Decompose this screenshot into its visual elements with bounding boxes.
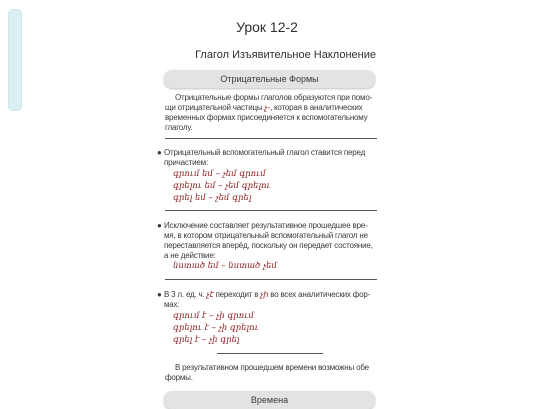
- scrollbar-strip[interactable]: [8, 9, 22, 111]
- section-tenses[interactable]: Времена: [164, 391, 375, 409]
- bullet-text: Отрицательный вспомогательный глагол ставится перед причастием:: [164, 148, 366, 167]
- intro-text-1: Отрицательные формы глаголов образуются при помо-щи отрицательной частицы: [165, 93, 373, 112]
- example-line: գրում եմ – չեմ գրում: [173, 169, 266, 179]
- negative-particle: չ-: [264, 103, 270, 112]
- short-divider: [217, 353, 323, 354]
- example-line: նստած եմ – նստած չեմ: [173, 261, 277, 271]
- bullet-auxiliary-before-participle: [157, 148, 377, 168]
- bullet3-text-3: во всех аналитических фор-мах:: [164, 290, 371, 309]
- examples-list-1: [173, 168, 373, 204]
- divider: [165, 279, 377, 280]
- bullet-third-person: [157, 290, 377, 310]
- examples-list-2: [173, 260, 373, 272]
- example-line: գրելու է – չի գրելու: [173, 323, 259, 333]
- bullet-dot-icon: ●: [157, 221, 162, 230]
- divider: [165, 210, 377, 211]
- lesson-subtitle: Глагол Изъявительное Наклонение: [195, 49, 376, 61]
- bullet-dot-icon: ●: [157, 148, 162, 157]
- bullet-text: Исключение составляет результативное прошедшее вре-мя, в котором отрицательный вспомогательный глагол не переставляется вперёд, поскольку он передает состояние, а не действие:: [164, 221, 373, 260]
- example-line: գրել եմ – չեմ գրել: [173, 193, 252, 203]
- note-text: В результативном прошедшем времени возможны обе формы.: [165, 363, 369, 382]
- example-line: գրել է – չի գրել: [173, 335, 240, 345]
- note-paragraph: [165, 363, 377, 383]
- bullet3-text-1: В 3 л. ед. ч.: [164, 290, 207, 299]
- intro-paragraph: [165, 93, 377, 133]
- intro-text-2: , которая в аналитических временных формах присоединяется к вспомогательному глаголу.: [165, 103, 368, 132]
- form-chi: չի: [260, 290, 269, 299]
- bullet3-text-2: переходит в: [213, 290, 261, 299]
- example-line: գրում է – չի գրում: [173, 311, 254, 321]
- lesson-title: Урок 12-2: [236, 19, 298, 35]
- section-negative-forms[interactable]: Отрицательные Формы: [164, 70, 375, 88]
- divider: [165, 138, 377, 139]
- bullet-dot-icon: ●: [157, 290, 162, 299]
- bullet-text: [157, 290, 377, 310]
- form-che: չէ: [206, 290, 214, 299]
- example-line: գրելու եմ – չեմ գրելու: [173, 181, 271, 191]
- examples-list-3: [173, 310, 373, 346]
- bullet-exception-resultative: [157, 221, 377, 261]
